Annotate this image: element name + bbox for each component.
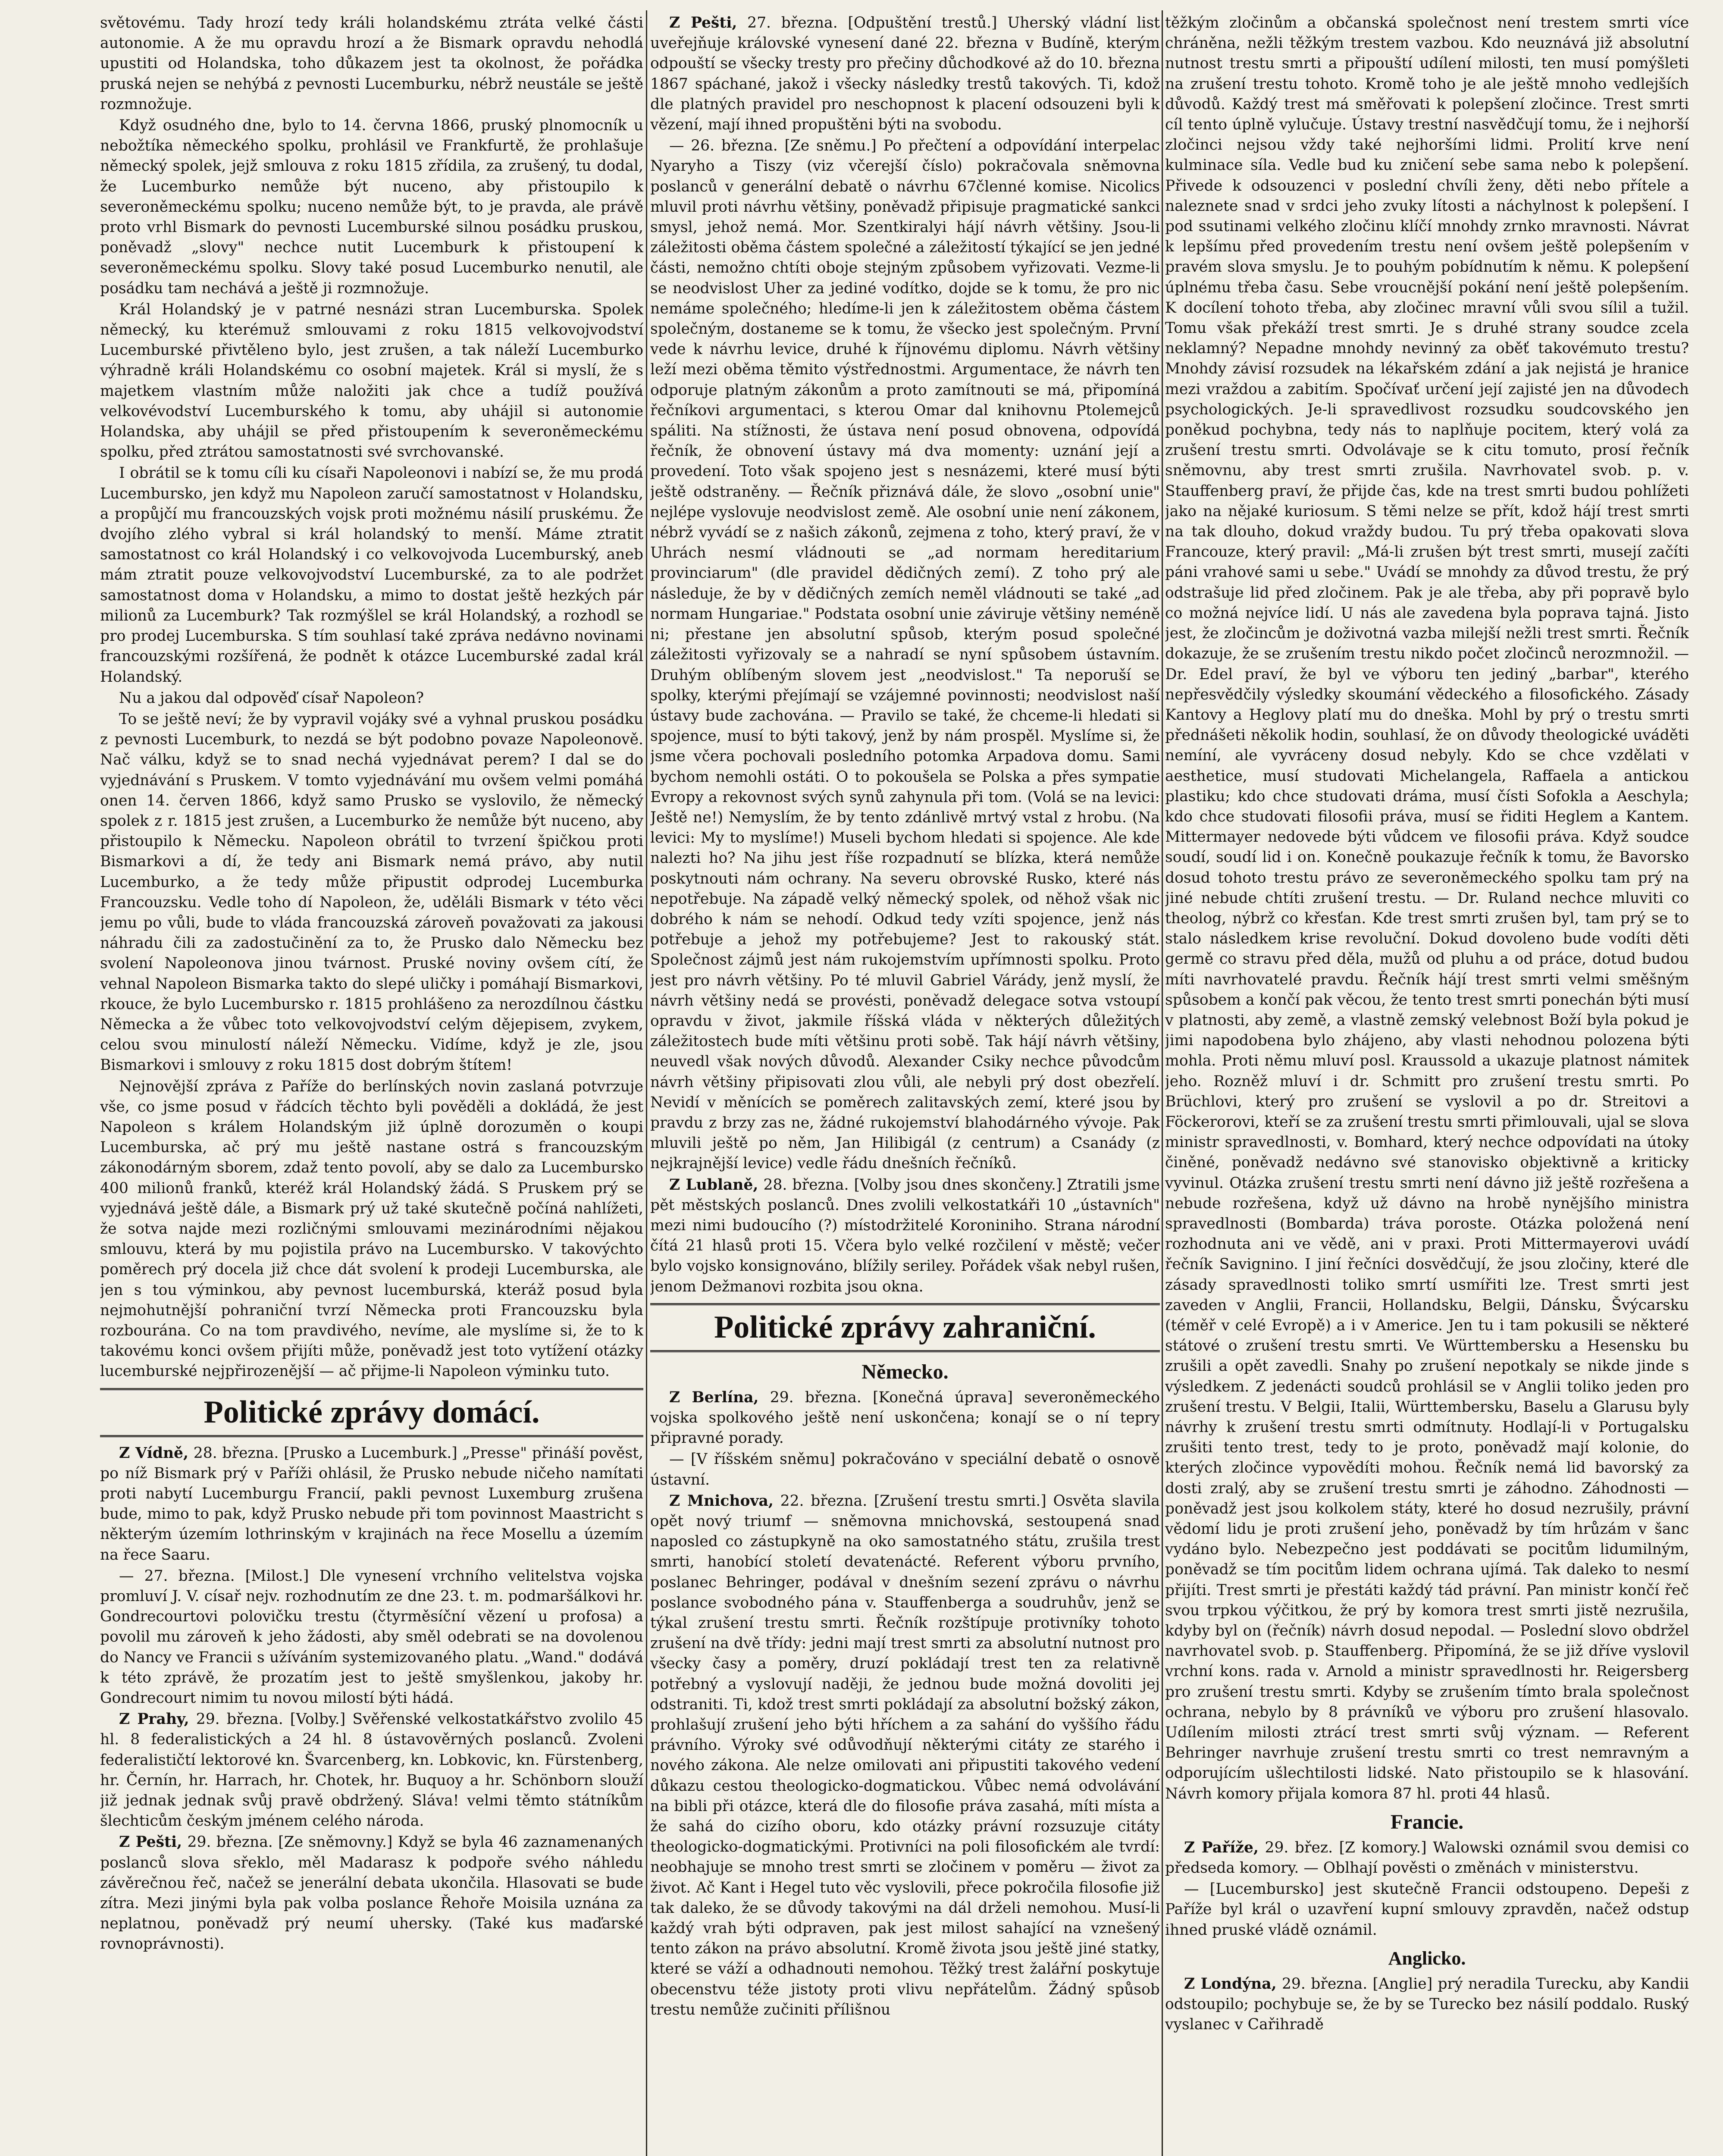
column-right — [1165, 13, 1689, 2156]
dispatch — [650, 1388, 1160, 1449]
dispatch — [1165, 1838, 1689, 1878]
dispatch — [1165, 1974, 1689, 2035]
article-paragraph: Nejnovější zpráva z Paříže do berlínských novin zaslaná potvrzuje vše, co jsme posud v řádcích těchto byli pověděli a dokládá, že jest Napoleon s králem Holandským již úplně dorozuměn o koupi Lucemburska, ač prý mu ještě nastane ostrá s francouzským zákonodárným sborem, zdaž tento povolí, aby se dalo za Lucembursko 400 milionů franků, kteréž král Holandský žádá. S Pruskem prý se vyjednává ještě dále, a Bismark prý už také skutečně počíná nahlížeti, že sotva najde mezi rozličnými smlouvami mezinárodními nějakou smlouvu, která by mu pojistila právo na Lucembursko. V takovýchto poměrech prý docela již chce dát svolení k prodeji Lucemburska, ale jen s tou výminkou, aby pevnost lucemburská, kteráž posud byla nejmohutnější pohraniční tvrzí Německa proti Francouzsku byla rozbourána. Co na tom pravdivého, nevíme, ale myslíme si, že to k takovému konci ovšem přijíti může, poněvadž jest toto vytížení otázky lucemburské nejpřirozenější — ač přijme-li Napoleon výminku tuto. — [100, 1078, 643, 1380]
dispatch-text: 28. března. [Prusko a Lucemburk.] „Presse" přináší pověst, po níž Bismark prý v Paříži ohlásil, že Prusko nebude ničeho namítati proti nabytí Lucemburgu Francií, pakli pevnost Luxemburg zrušena bude, mimo to pak, když Prusko nebude při tom povinnost Maastricht s některým územím lothrinským v krajinách na řece Mosellu a územím na řece Saaru. — [100, 1444, 643, 1564]
dispatch: — 26. března. [Ze sněmu.] Po přečtení a odpovídání interpelac Nyaryho a Tiszy (viz včerejší číslo) pokračovala sněmovna poslanců v generální debatě o návrhu 67členné komise. Nicolics mluvil proti návrhu většiny, poněvadž připisuje pragmatické sankci smysl, jehož nemá. Mor. Szentkiralyi hájí návrh většiny. Jsou-li záležitosti oběma částem společné a záležitostí týkající se jen jedné části, nemožno chtíti oboje stejným způsobem vyřizovati. Vezme-li se neodvislost Uher za jediné vodítko, dojde se k tomu, že pro nic nemáme společného; hledíme-li jen k záležitostem oběma částem společným, dostaneme se k tomu, že všecko jest společným. První vede k návrhu levice, druhé k říjnovému diplomu. Návrh většiny leží mezi oběma těmito výstřednostmi. Argumentace, že návrh ten odporuje platným zákonům a proto zamítnouti se má, připomíná řečníkovi argumentaci, s kterou Omar dal knihovnu Ptolemejců spáliti. Na stížnosti, že ústava není posud obnovena, odpovídá řečník, že obnovení ústavy má dva momenty: uznání její a provedení. Toto však spojeno jest s nesnázemi, které musí býti ještě odstraněny. — Řečník přiznává dále, že slovo „osobní unie" nejlépe vyslovuje neodvislost země. Ale osobní unie není zákonem, nébrž vyvádí se z našich zákonů, zejmena z toho, který praví, že v Uhrách nesmí vládnouti se „ad normam hereditarium provinciarum" (dle pravidel dědičných zemí). Z toho prý ale následuje, že by v dědičných zemích neměl vládnouti se také „ad normam Hungariae." Podstata osobní unie záviruje většiny neméně ni; přestane jen absolutní spůsob, kterým posud společné záležitosti vyřizovaly se a nahradí se nyní spůsobem ústavním. Druhým oblíbeným slovem jest „neodvislost." Ta neporuší se spolky, kterými přejímají se vzájemné povinnosti; neodvislost naší ústavy bude zachována. — Pravilo se také, že chceme-li hledati si spojence, musí to býti takový, jenž by nám prospěl. Myslíme si, že jsme včera pochovali posledního potomka Arpadova domu. Sami bychom nemohli ostáti. O to pokoušela se Polska a přes sympatie Evropy a rekovnost svých synů zahynula při tom. (Volá se na levici: Ještě ne!) Nemyslím, že by tento zdánlivě mrtvý vstal z hrobu. (Na levici: My to myslíme!) Museli bychom hledati si spojence. Ale kde nalezti ho? Na jihu jest říše rozpadnutí se blízka, která nemůže poskytnouti nám ochrany. Na severu obrovské Rusko, které nás nepotřebuje. Na západě velký německý spolek, od něhož však nic dobrého k nám se nehodí. Odkud tedy vzíti spojence, jenž nás potřebuje a jehož my potřebujeme? Jest to rakouský stát. Společnost zájmů jest nám rukojemstvím upřímnosti spolku. Proto jest pro návrh většiny. Po té mluvil Gabriel Várády, jenž myslí, že návrh většiny nedá se provésti, poněvadž delegace sotva vstoupí opravdu v život, jakmile říšská vláda v některých důležitých záležitostech bude míti většinu proti sobě. Tak hájí návrh většiny, neuvedl však nových důvodů. Alexander Csiky nechce původcům návrh většiny připisovati zlou vůli, ale nebyli prý dost obezřelí. Nevidí v měnících se poměrech zalitavských zemí, které jsou by pravdu z brzy zas ne, žádné rukojemství blahodárného vývoje. Pak mluvili ještě po něm, Jan Hilibigál (z centrum) a Csanády (z nejkrajnější levice) vedle řádu dnešních řečníků. — [650, 137, 1160, 1172]
dateline: Z Londýna, — [1184, 1975, 1277, 1993]
dispatch-text: 27. března. [Odpuštění trestů.] Uherský vládní list uveřejňuje královské vynesení dané 22. března v Budíně, kterým odpouští se všecky tresty pro přečiny důchodkové až do 10. března 1867 spáchané, jakož i všecky následky trestů takových. Ti, kdož dle platných pravidel pro neschopnost k placení odsouzeni byli k vězení, mají ihned propuštěni býti na svobodu. — [650, 14, 1160, 134]
dispatch-text: 29. břez. [Z komory.] Walowski oznámil svou demisi co předseda komory. — Oblhají pověsti o změnách v ministerstvu. — [1165, 1839, 1689, 1877]
dateline: Z Berlína, — [669, 1388, 759, 1406]
article-paragraph: Když osudného dne, bylo to 14. června 1866, pruský plnomocník u nebožtíka německého spolku, prohlásil ve Frankfurtě, že prohlašuje německý spolek, jejž smlouva z roku 1815 zřídila, za zrušený, tu dodal, že Lucemburko nemůže být nuceno, aby přistoupilo k severoněmeckému spolku; nuceno nemůže být, to je pravda, ale právě proto vrhl Bismark do pevnosti Lucemburské silnou posádku pruskou, poněvadž „slovy" nechce nutit Lucemburk k přistoupení k severoněmeckému spolku. Slovy také posud Lucemburko nenutil, ale posádku tam nechává a ještě ji rozmnožuje. — [100, 117, 643, 297]
column-middle — [650, 13, 1160, 2156]
section-heading-domestic: Politické zprávy domácí. — [100, 1388, 643, 1437]
dispatch-text: 29. března. [Konečná úprava] severoněmeckého vojska spolkového ještě není uskončena; konají se o ní tepry připravné porady. — [650, 1388, 1160, 1447]
dispatch — [650, 1491, 1160, 2020]
dateline: Z Prahy, — [119, 1711, 189, 1728]
dateline: Z Vídně, — [119, 1444, 189, 1462]
article-paragraph: Král Holandský je v patrné nesnázi stran Lucemburska. Spolek německý, ku kterémuž smlouvami z roku 1815 velkovojvodství Lucemburské přivtěleno bylo, jest zrušen, a tak náleží Lucemburko výhradně králi Holandskému co osobní majetek. Král si myslí, že s majetkem vlastním může naložiti jak chce a tudíž používá velkovévodství Lucemburského k tomu, aby uhájil si autonomie Holandska, aby uhájil se před přistoupením k severoněmeckému spolku, před ztrátou samostatnosti své svrchovanské. — [100, 301, 643, 461]
section-heading-foreign: Politické zprávy zahraniční. — [650, 1303, 1160, 1352]
dispatch-text: 29. března. [Ze sněmovny.] Když se byla 46 zaznamenaných poslanců slova sřeklo, měl Madarasz k podpoře svého náhledu závěrečnou řeč, načež se jenerální debata ukončila. Hlasovati se bude zítra. Mezi jinými byla pak volba poslance Řehoře Moisila uznána za neplatnou, poněvadž prý neumí uhersky. (Také kus maďarské rovnoprávnosti). — [100, 1833, 643, 1953]
country-heading: Anglicko. — [1388, 1947, 1466, 1969]
dispatch — [650, 13, 1160, 135]
dispatch — [100, 1709, 643, 1831]
dispatch — [650, 1175, 1160, 1297]
dispatch-text: 29. března. [Anglie] prý neradila Turecku, aby Kandii odstoupilo; pochybuje se, že by se Turecko bez násilí poddalo. Ruský vyslanec v Cařihradě — [1165, 1975, 1689, 2034]
dispatch — [100, 1832, 643, 1954]
article-paragraph: světovému. Tady hrozí tedy králi holandskému ztráta velké části autonomie. A že mu opravdu hrozí a že Bismark opravdu nehodlá upustiti od Holandska, toho důkazem jest ta okolnost, že pořádka pruská nejen se nehýbá z pevnosti Lucemburku, nébrž neustále se ještě rozmnožuje. — [100, 14, 643, 113]
country-heading: Francie. — [1390, 1810, 1464, 1833]
dateline: Z Paříže, — [1184, 1839, 1259, 1856]
dispatch: — [V říšském sněmu] pokračováno v speciální debatě o osnově ústavní. — [650, 1451, 1160, 1489]
dateline: Z Pešti, — [119, 1833, 182, 1851]
dispatch-text: 29. března. [Volby.] Svěřenské velkostatkářstvo zvolilo 45 hl. 8 federalistických a 24 hl. 8 ústavověrných poslanců. Zvoleni federalističtí lektorové kn. Švarcenberg, kn. Lobkovic, kn. Fürstenberg, hr. Černín, hr. Harrach, hr. Chotek, hr. Buquoy a hr. Schönborn slouží již jednak jednak svůj pravě obdržený. Sláva! velmi těmto státníkům šlechticům českým jménem celého národa. — [100, 1711, 643, 1830]
dispatch: — 27. března. [Milost.] Dle vynesení vrchního velitelstva vojska promluví J. V. císař nejv. rozhodnutím ze dne 23. t. m. podmaršálkovi hr. Gondrecourtovi polovičku trestu (čtyrměsíční vězení u profosa) a povolil mu zároveň k jeho žádosti, aby směl odebrati se na dovolenou do Nancy ve Francii s užíváním systemizovaného platu. „Wand." dodává k této zprávě, že prozatím jest to ještě smyšlenkou, jakoby hr. Gondrecourt nimim tu novou milostí býti hádá. — [100, 1567, 643, 1707]
column-rule — [1162, 10, 1163, 2156]
dateline: Z Mnichova, — [669, 1492, 774, 1510]
dispatch: — [Lucembursko] jest skutečně Francii odstoupeno. Depeši z Paříže byl král o uzavření kupní smlouvy zpravděn, načež odstup ihned pruské vládě oznámil. — [1165, 1880, 1689, 1939]
dateline: Z Pešti, — [669, 14, 737, 31]
article-paragraph: I obrátil se k tomu cíli ku císaři Napoleonovi i nabízí se, že mu prodá Lucembursko, jen když mu Napoleon zaručí samostatnost v Holandsku, a propůjčí mu francouzských vojsk proti možnému násilí pruskému. Že dvojího zlého vybral si král holandský to menší. Máme ztratit samostatnost co král Holandský i co velkovojvoda Lucemburský, aneb mám ztratit pouze velkovojvodství Lucemburské, za to ale podržet samostatnost doma v Holandsku, a mimo to dostat ještě hezkých pár milionů za Lucemburk? Tak rozmýšlel se král Holandský, a rozhodl se pro prodej Lucemburska. S tím souhlasí také zpráva nedávno novinami francouzskými rozšířená, že podnět k otázce Lucemburské zadal král Holandský. — [100, 464, 643, 686]
article-paragraph: těžkým zločinům a občanská společnost není trestem smrti více chráněna, nežli těžkým trestem vazbou. Kdo neuznává již absolutní nutnost trestu smrti a připouští udílení milosti, ten musí pomýšleti na zrušení trestu tohoto. Kromě toho je ale ještě mnoho vedlejších důvodů. Každý trest má směřovati k polepšení zločince. Trest smrti cíl tento úplně vylučuje. Ústavy trestní nasvědčují tomu, že i nejhorší zločinci nejsou vždy také nejhoršími lidmi. Prolití krve není kulminace síla. Vedle bud ku zničení sebe sama nebo k polepšení. Přivede k odsouzenci v poslední chvíli ženy, děti nebo přítele a naleznete snad v srdci jeho zvuky lítosti a náchylnost k polepšení. I pod ssutinami velkého zločinu klíčí mnohdy zrnko mravnosti. Návrat k lepšímu před provedením trestu není ovšem ještě polepšením v pravém slova smyslu. Je to pouhým pobídnutím k němu. K polepšení úplnému třeba času. Sebe vroucnější pokání není ještě polepšením. K docílení tohoto třeba, aby zločinec mravní vůli svou sílil a tužil. Tomu však překáží trest smrti. Je s druhé strany soudce zcela neklamný? Nepadne mnohdy nevinný za oběť takovémuto trestu? Mnohdy závisí rozsudek na lékařském zdání a jak nejistá je hranice mezi vraždou a zabitím. Spočívať určení její zajisté jen na důvodech psychologických. Je-li spravedlivost rozsudku soudcovského jen poněkud pochybna, tedy nás to naplňuje pocitem, který volá za zrušení trestu smrti. Odvolávaje se k citu tomuto, prosí řečník sněmovnu, aby trest smrti zrušila. Navrhovatel svob. p. v. Stauffenberg praví, že přijde čas, kde na trest smrti budou pohlížeti jako na nějaké kuriosum. S těmi nelze se přít, kdož hájí trest smrti na tak dlouho, dokud vraždy budou. Tu prý třeba opakovati slova Francouze, který pravil: „Má-li zrušen být trest smrti, musejí začíti páni vrahové sami u sebe." Uvádí se mnohdy za důvod trestu, že prý odstrašuje lid před zločinem. Pak je ale třeba, aby při popravě bylo co možná nejvíce lidí. U nás ale zavedena byla poprava tajná. Jisto jest, že zločincům je doživotná vazba milejší nežli trest smrti. Řečník dokazuje, že se zrušením trestu nikdo počet zločinců nerozmnožil. — Dr. Edel praví, že byl ve výboru ten jediný „barbar", kterého nepřesvědčily výsledky skoumání vědeckého a filosofického. Zásady Kantovy a Heglovy platí mu do dneška. Mohl by prý o trestu smrti přednášeti několik hodin, souhlasí, že on důvody theologické uváděti nemíní, ale vyvráceny dosud nebyly. Kdo se chce vzdělati v aesthetice, musí studovati Michelangela, Raffaela a antickou plastiku; kdo chce studovati dráma, musí čísti Sofokla a Aeschyla; kdo chce studovati filosofii práva, musí se řiditi Heglem a Kantem. Mittermayer nedovede býti vůdcem ve filosofii práva. Když soudce soudí, soudí lid i on. Konečně poukazuje řečník k tomu, že Bavorsko dosud tohoto trestu právo ze severoněmeckého spolku tam prý na jiné nebude chtíti zrušení trestu. — Dr. Ruland nechce mluviti co theolog, nýbrž co křesťan. Kde trest smrti zrušen byl, tam prý se to stalo následkem krise revoluční. Dokud dovoleno bude vodíti děti germě co stravu před děla, mužů od pluhu a od práce, dotud budou míti navrhovatelé pravdu. Řečník hájí trest smrti velmi směšným spůsobem a končí pak věcou, že tento trest smrti ponechán býti musí v platnosti, aby země, a vlastně zemský velebnost Boží byla pokud je jimi napodobena bylo zhájeno, aby vlasti nehodnou polozena býti mohla. Proti němu mluví posl. Kraussold a ukazuje platnost námitek jeho. Rozněž mluví i dr. Schmitt pro zrušení trestu smrti. Po Brüchlovi, který pro zrušení se vyslovil a po dr. Streitovi a Föckerorovi, kteří se za zrušení trestu smrti přimlouvali, ujal se slova ministr spravedlnosti, v. Bomhard, který nechce odpovídati na útoky činěné, poněvadž nedávno své stanovisko objektivně a kriticky vyvinul. Otázka zrušení trestu smrti není dávno již ještě rozřešena a nebude rozřešena, když už dávno na hrobě nynějšího ministra spravedlnosti (Bombarda) tráva poroste. Otázka položená není rozhodnuta ani ve vědě, ani v praxi. Proti Mittermayerovi uvádí řečník Savignino. I jiní řečníci dosvědčují, že jsou zločiny, které dle zásady spravedlnosti toliko smrtí usmířiti lze. Trest smrti jest zaveden v Anglii, Francii, Hollandsku, Belgii, Dánsku, Švýcarsku (téměř v celé Evropě) a i v Americe. Jen tu i tam pokusili se některé státové o zrušení trestu smrti. Ve Württembersku a Hesensku bu zrušili a opět zavedli. Snahy po zrušení nepotkaly se nikde jinde s výsledkem. Z jedenácti soudců prohlásil se v Anglii toliko jeden pro zrušení trestu. V Belgii, Italii, Württembersku, Baselu a Glarusu byly návrhy k zrušení trestu smrti odmítnuty. Hodlají-li v Portugalsku zrušiti tento trest, tedy to je proto, poněvadž mají kolonie, do kterých zločince vypovědíti mohou. Řečník nemá lid bavorský za dosti zralý, aby se zrušení trestu smrti je záhodno. Záhodnosti — poněvadž jest jsou kolkolem státy, které ho dosud nezrušily, právní vědomí lidu je proti zrušení jeho, poněvadž by tím hrůzám v šanc vydáno bylo. Nebezpečno jest poddávati se pocitům lidumilným, poněvadž se tím pocitům lidem ochrana ujímá. Tak daleko to nesmí přijíti. Trest smrti je přestáti každý tád právní. Pan ministr končí řeč svou trpkou výčitkou, že prý by komora trest smrti jistě nezrušila, kdyby byl on (řečník) návrh dosud nepodal. — Poslední slovo obdržel navrhovatel svob. p. Stauffenberg. Připomíná, že se již dříve vyslovil vrchní kons. rada v. Arnold a ministr spravedlnosti hr. Reigersberg pro zrušení trestu smrti. Kdyby se zrušením tímto brala společnost ochrana, nebylo by 8 právníků ve výboru pro zrušení hlasovalo. Udílením milosti ztrácí trest smrti svůj význam. — Referent Behringer navrhuje zrušení trestu smrti co trest nemravným a odporujícím ušlechtilosti lidské. Nato přistoupilo se k hlasování. Návrh komory přijala komora 87 hl. proti 44 hlasů. — [1165, 14, 1689, 1802]
article-paragraph: To se ještě neví; že by vypravil vojáky své a vyhnal pruskou posádku z pevnosti Lucemburk, to nezdá se být podobno povaze Napoleonově. Nač válku, když se to snad nechá vyjednávat perem? I dal se do vyjednávání s Pruskem. V tomto vyjednávání mu ovšem velmi pomáhá onen 14. červen 1866, když samo Prusko se vyslovilo, že německý spolek z r. 1815 jest zrušen, a Lucemburko že nemůže být nuceno, aby přistoupilo k Německu. Napoleon obrátil to tvrzení špičkou proti Bismarkovi a dí, že tedy ani Bismark nemá právo, aby nutil Lucemburko, a že tedy může připustit odprodej Lucemburka Francouzsku. Vedle toho dí Napoleon, že, uděláli Bismark v této věci jemu po vůli, bude to vláda francouzská zároveň považovati za jakousi náhradu čili za zadostučinění za to, že Prusko dalo Německu bez svolení Napoleonova jinou tvárnost. Pruské noviny ovšem cítí, že vehnal Napoleon Bismarka takto do slepé uličky i pomáhají Bismarkovi, rkouce, že bylo Lucembursko r. 1815 prohlášeno za nerozdílnou částku Německa a že vůbec toto velkovojvodství celým dějepisem, zvykem, celou svou minulostí náleží Německu. Vidíme, když je zle, jsou Bismarkovi i smlouvy z roku 1815 dost dobrým štítem! — [100, 710, 643, 1074]
dateline: Z Lublaně, — [669, 1176, 758, 1194]
dispatch-text: 28. března. [Volby jsou dnes skončeny.] Ztratili jsme pět městských poslanců. Dnes zvolili velkostatkáři 10 „ústavních" mezi nimi budoucího (?) místodržitelé Koroniniho. Strana národní čítá 21 hlasů proti 15. Včera bylo velké rozčilení v městě; večer bylo vojsko konsignováno, blížily seriley. Pořádek však nebyl rušen, jenom Dežmanovi rozbita jsou okna. — [650, 1176, 1160, 1295]
column-left — [100, 13, 643, 2156]
dispatch-text: 22. března. [Zrušení trestu smrti.] Osvěta slavila opět nový triumf — sněmovna mnichovská, sestoupená snad naposled co zástupkyně na oko samostatného státu, zrušila trest smrti, hanobící století devatenácté. Referent výboru prvního, poslanec Behringer, podával v dnešním sezení zprávu o návrhu poslance svobodného pána v. Stauffenberga a soudruhův, jenž se týkal zrušení trestu smrti. Řečník rozštípuje protivníky tohoto zrušení na dvě třídy: jedni mají trest smrti za absolutní nutnost pro všecky časy a poměry, druzí pokládají trest ten za relativně potřebný a vyslovují naději, že jednou bude možná dovoliti jej odstraniti. Ti, kdož trest smrti pokládají za absolutní božský zákon, prohlašují zrušení jeho býti hříchem a za sahání do vyššího řádu právního. Výroky své odůvodňují některými citáty ze starého i nového zákona. Ale nelze omilovati ani připustiti takového vedení důkazu cestou theologicko-dogmatickou. Vůbec nemá odvolávání na bibli při otázce, která dle do filosofie práva zasahá, míti místa a že sahá do cizího oboru, kdo otázky právní rozsuzuje citáty theologicko-dogmatickými. Protivníci na poli filosofickém ale tvrdí: neobhajuje se mnoho trest smrti se zločinem v poměru — život za život. Ač Kant i Hegel tuto věc vyslovili, přece pokročila filosofie již tak daleko, že se důvody takovými na dál drželi nemohou. Musí-li každý vrah býti odpraven, pak jest milost sahající na vznešený tento zákon na právo absolutní. Kromě života jsou ještě jiné statky, které se váží a odhadnouti nemohou. Těžký trest žalářní poskytuje obecenstvu téže jistoty proti vlivu nepřátelům. Žádný spůsob trestu nemůže zučiniti přílišnou — [650, 1492, 1160, 2018]
dispatch — [100, 1443, 643, 1565]
article-paragraph: Nu a jakou dal odpověď císař Napoleon? — [119, 689, 424, 707]
column-rule — [646, 10, 647, 2156]
country-heading: Německo. — [862, 1360, 949, 1383]
